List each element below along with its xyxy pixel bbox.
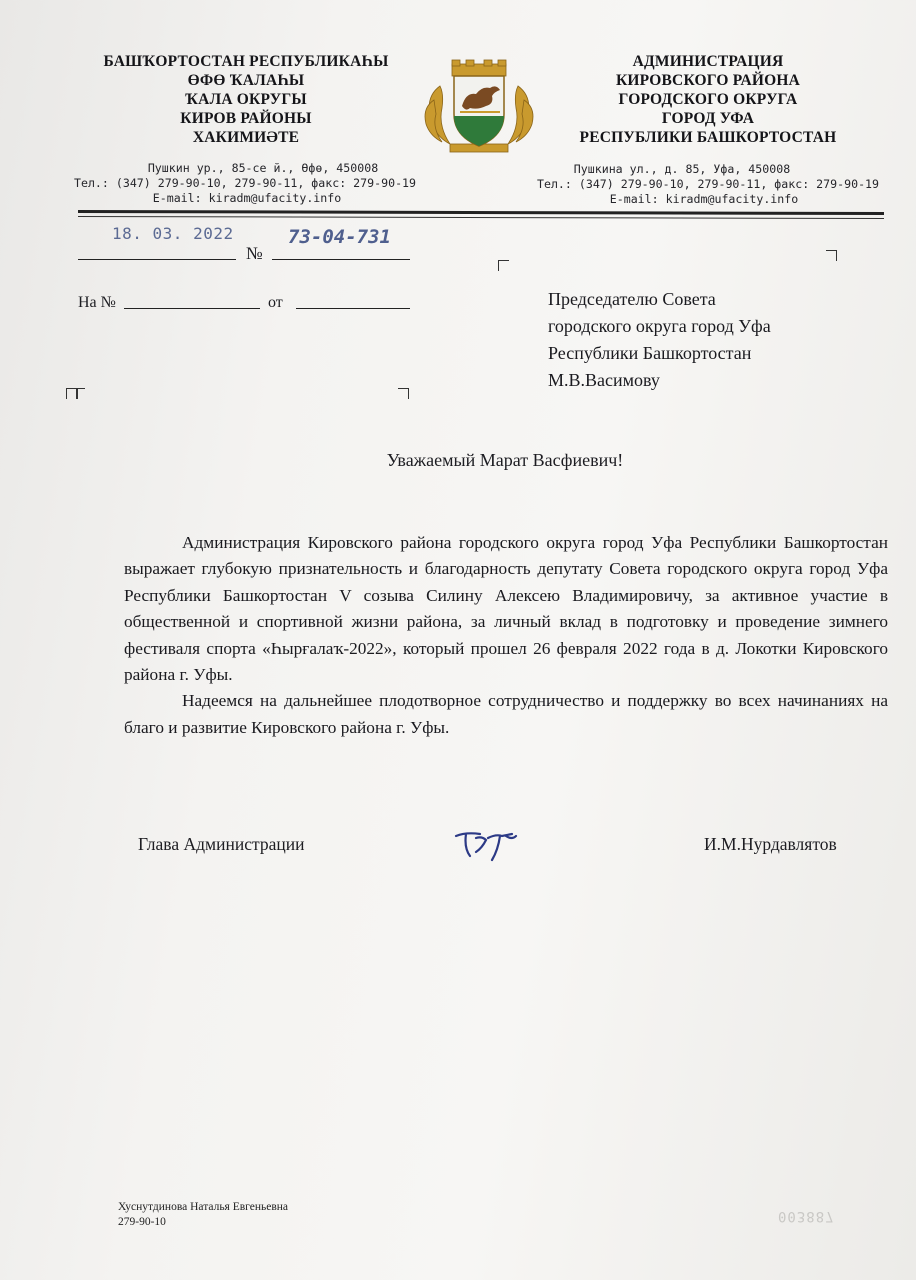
header-right-line: ГОРОД УФА bbox=[661, 110, 755, 127]
header-right-contacts bbox=[526, 162, 890, 207]
handwritten-signature-icon bbox=[452, 826, 522, 866]
faint-serial: 003887 bbox=[778, 1208, 835, 1224]
body-paragraph: Администрация Кировского района городского округа город Уфа Республики Башкортостан выражает глубокую признательность и благодарность депутату Совета городского округа город Уфа Республики Башкортостан V созыва Силину Алексею Владимировичу, за активное участие в общественной и спортивной жизни района, за личный вклад в подготовку и проведение зимнего фестиваля спорта «Һырғалаҡ-2022», который прошел 26 февраля 2022 года в д. Локотки Кировского района г. Уфы. bbox=[124, 533, 888, 685]
in-reply-underline bbox=[124, 308, 260, 309]
corner-mark-top-left bbox=[498, 260, 509, 271]
from-label: от bbox=[268, 294, 283, 311]
number-underline bbox=[272, 259, 410, 260]
header-left-line: ӨФӨ ҠАЛАҺЫ bbox=[187, 72, 305, 89]
header-right-line: КИРОВСКОГО РАЙОНА bbox=[615, 72, 801, 89]
recipient-line: М.В.Васимову bbox=[548, 370, 660, 390]
header-right-line: АДМИНИСТРАЦИЯ bbox=[632, 53, 784, 70]
salutation: Уважаемый Марат Васфиевич! bbox=[386, 450, 624, 470]
recipient-line: Республики Башкортостан bbox=[548, 343, 752, 363]
signatory-position: Глава Администрации bbox=[138, 834, 305, 854]
header-left-address: Пушкин ур., 85-се й., Өфө, 450008 bbox=[147, 161, 379, 175]
recipient-line: Председателю Совета bbox=[548, 289, 716, 309]
ufa-coat-of-arms-icon bbox=[420, 56, 538, 156]
number-label: № bbox=[246, 243, 263, 263]
header-left-line: ҠАЛА ОКРУГЫ bbox=[185, 91, 307, 108]
corner-mark-top-right bbox=[826, 250, 837, 261]
header-left-email: E-mail: kiradm@ufacity.info bbox=[152, 191, 342, 205]
date-underline bbox=[78, 259, 236, 260]
header-right-phones: Тел.: (347) 279-90-10, 279-90-11, факс: 279-90-19 bbox=[536, 177, 880, 191]
header-left-phones: Тел.: (347) 279-90-10, 279-90-11, факс: 279-90-19 bbox=[73, 176, 417, 190]
header-left-contacts bbox=[62, 161, 428, 206]
signatory-name: И.М.Нурдавлятов bbox=[704, 834, 837, 854]
from-underline bbox=[296, 308, 410, 309]
executor-name: Хуснутдинова Наталья Евгеньевна bbox=[118, 1201, 289, 1213]
registration-date: 18. 03. 2022 bbox=[112, 224, 234, 243]
recipient-block bbox=[548, 286, 771, 394]
in-reply-label: На № bbox=[78, 294, 116, 311]
header-right-line: ГОРОДСКОГО ОКРУГА bbox=[618, 91, 798, 108]
letter-body bbox=[124, 530, 888, 741]
header-divider-thin bbox=[78, 216, 884, 219]
header-right-address: Пушкина ул., д. 85, Уфа, 450008 bbox=[573, 162, 791, 176]
header-divider-thick bbox=[78, 210, 884, 215]
header-left-line: ХАКИМИӘТЕ bbox=[192, 129, 300, 146]
body-paragraph: Надеемся на дальнейшее плодотворное сотрудничество и поддержку во всех начинаниях на благо и развитие Кировского района г. Уфы. bbox=[124, 691, 888, 737]
executor-phone: 279-90-10 bbox=[118, 1216, 166, 1228]
executor-block bbox=[118, 1200, 288, 1230]
header-right-email: E-mail: kiradm@ufacity.info bbox=[609, 192, 799, 206]
corner-mark-left-inner bbox=[76, 388, 78, 399]
header-right-line: РЕСПУБЛИКИ БАШКОРТОСТАН bbox=[579, 129, 837, 146]
header-left-title bbox=[78, 52, 414, 147]
header-right-title bbox=[548, 52, 868, 147]
corner-mark-right bbox=[398, 388, 409, 399]
header-left-line: КИРОВ РАЙОНЫ bbox=[180, 110, 312, 127]
header-left-line: БАШҠОРТОСТАН РЕСПУБЛИКАҺЫ bbox=[103, 53, 389, 70]
recipient-line: городского округа город Уфа bbox=[548, 316, 771, 336]
registration-number: 73-04-731 bbox=[288, 226, 391, 248]
